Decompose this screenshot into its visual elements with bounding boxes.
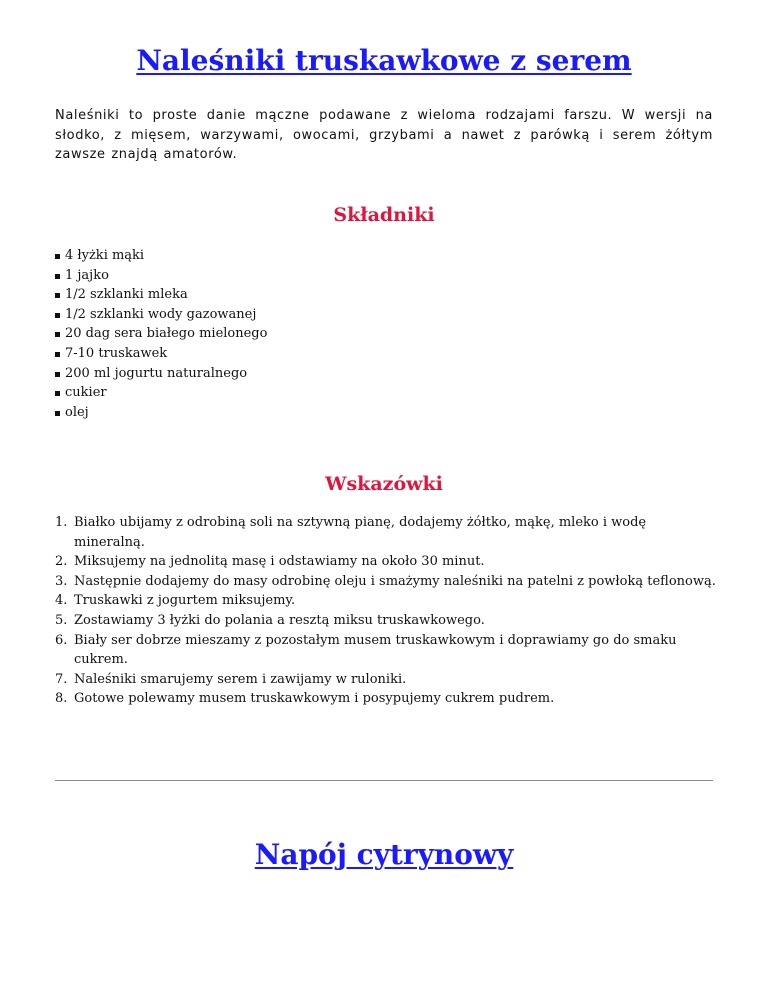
direction-step [55,670,720,690]
section-divider [55,780,713,781]
ingredient-item [55,344,267,364]
square-bullet-icon [55,352,60,357]
ingredient-text: olej [65,404,89,420]
ingredient-text: 4 łyżki mąki [65,248,145,263]
ingredient-text: 1/2 szklanki mleka [65,287,188,303]
step-text: Miksujemy na jednolitą masę i odstawiamy na około 30 minut. [74,554,485,570]
step-number: 5. [55,612,68,628]
ingredient-item [55,403,267,423]
step-number: 6. [55,632,68,648]
step-text: Gotowe polewamy musem truskawkowym i posypujemy cukrem pudrem. [74,691,555,707]
step-number: 3. [55,573,68,589]
direction-step [55,689,720,709]
square-bullet-icon [55,391,60,396]
ingredient-text: 7-10 truskawek [65,345,168,361]
direction-step [55,611,720,631]
recipe-title-link[interactable]: Naleśniki truskawkowe z serem [136,44,632,77]
ingredients-list [55,246,267,422]
ingredients-heading: Składniki [333,204,435,226]
ingredient-item [55,285,267,305]
ingredient-text: 20 dag sera białego mielonego [65,326,268,342]
ingredient-text: 1 jajko [65,267,109,283]
direction-step [55,591,720,611]
ingredient-item [55,305,267,325]
square-bullet-icon [55,254,60,259]
direction-step [55,631,720,670]
step-number: 7. [55,671,68,687]
square-bullet-icon [55,274,60,279]
square-bullet-icon [55,293,60,298]
ingredient-item [55,383,267,403]
step-text: Biały ser dobrze mieszamy z pozostałym musem truskawkowym i doprawiamy go do smaku cukrem. [74,632,677,668]
recipe-title-link[interactable]: Napój cytrynowy [254,838,514,871]
step-number: 1. [55,515,68,530]
step-text: Naleśniki smarujemy serem i zawijamy w ruloniki. [74,671,407,687]
ingredient-text: 1/2 szklanki wody gazowanej [65,306,257,322]
directions-heading: Wskazówki [325,473,443,495]
ingredient-text: cukier [65,385,107,401]
step-text: Następnie dodajemy do masy odrobinę oleju i smażymy naleśniki na patelni z powłoką teflonową. [74,573,716,589]
step-number: 8. [55,691,68,707]
ingredient-item [55,246,267,266]
ingredient-item [55,324,267,344]
step-text: Zostawiamy 3 łyżki do polania a resztą miksu truskawkowego. [74,612,485,628]
step-text: Białko ubijamy z odrobiną soli na sztywną pianę, dodajemy żółtko, mąkę, mleko i wodę mineralną. [74,515,647,550]
square-bullet-icon [55,372,60,377]
step-number: 4. [55,593,68,609]
square-bullet-icon [55,332,60,337]
direction-step [55,552,720,572]
ingredient-text: 200 ml jogurtu naturalnego [65,365,248,381]
direction-step [55,513,720,552]
ingredient-item [55,364,267,384]
recipe-intro: Naleśniki to proste danie mączne podawane z wieloma rodzajami farszu. W wersji na słodko, z mięsem, warzywami, owocami, grzybami a nawet z parówką i serem żółtym zawsze znajdą amatorów. [55,108,713,162]
directions-list [55,513,720,709]
square-bullet-icon [55,313,60,318]
step-text: Truskawki z jogurtem miksujemy. [74,593,296,609]
ingredient-item [55,266,267,286]
direction-step [55,572,720,592]
step-number: 2. [55,554,68,570]
square-bullet-icon [55,411,60,416]
